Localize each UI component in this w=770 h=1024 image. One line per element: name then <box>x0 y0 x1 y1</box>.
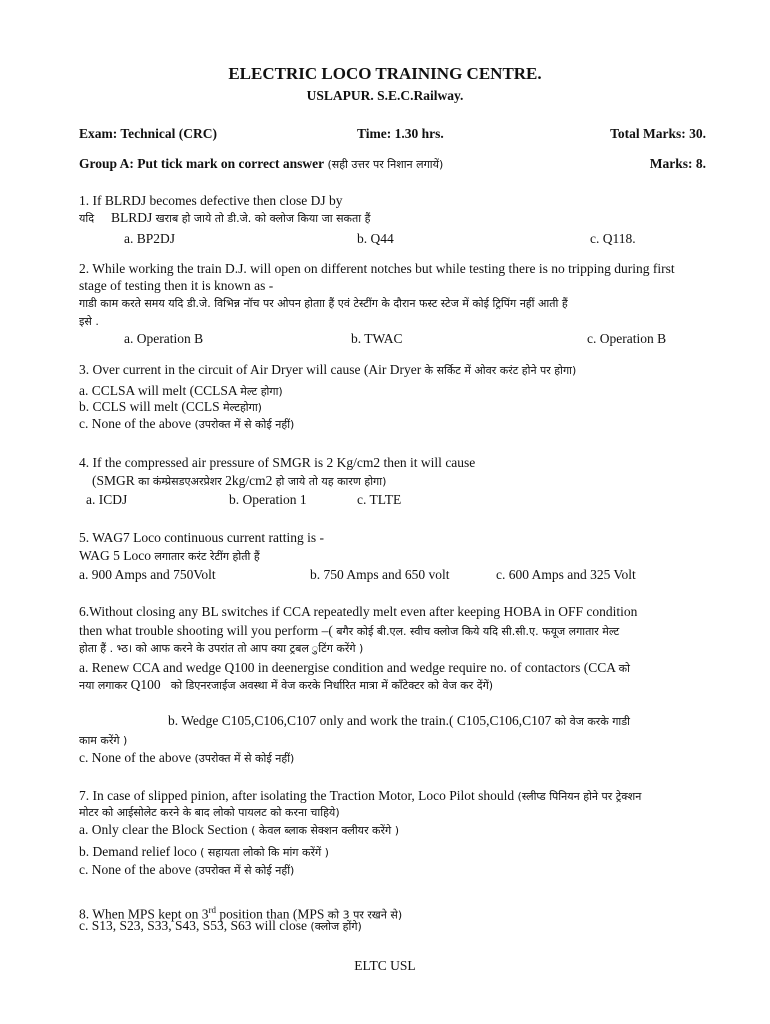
question-2-hindi-1: गाडी काम करते समय यदि डी.जे. विभिन्न नॉच पर ओपन होताा हैं एवं टेस्टींग के दौरान फस्ट स्टेज में कोई ट्रिपिंग नहीं आती हैं <box>79 297 568 310</box>
question-7-option-a: a. Only clear the Block Section ( केवल ब्लाक सेक्शन क्लीयर करेंगे ) <box>79 822 399 837</box>
question-4-option-a: a. ICDJ <box>86 492 128 507</box>
document-subtitle: USLAPUR. S.E.C.Railway. <box>306 88 464 103</box>
exam-label: Exam: Technical (CRC) <box>79 126 217 141</box>
group-marks-label: Marks: 8. <box>649 156 706 171</box>
question-1-option-c: c. Q118. <box>590 231 636 246</box>
document-title: ELECTRIC LOCO TRAINING CENTRE. <box>228 64 542 83</box>
question-6-option-c: c. None of the above (उपरोक्त में से कोई नहीं) <box>79 750 295 765</box>
question-3-option-c: c. None of the above (उपरोक्त में से कोई नहीं) <box>79 416 295 431</box>
question-2-option-a: a. Operation B <box>124 331 204 346</box>
question-4-option-c: c. TLTE <box>357 492 402 507</box>
page-footer: ELTC USL <box>354 958 416 973</box>
question-3-option-b: b. CCLS will melt (CCLS मेल्टहोगा) <box>79 399 262 414</box>
question-4: 4. If the compressed air pressure of SMGR is 2 Kg/cm2 then it will cause <box>79 455 476 470</box>
question-3-option-a: a. CCLSA will melt (CCLSA मेल्ट होगा) <box>79 383 283 398</box>
question-7-option-c: c. None of the above (उपरोक्त में से कोई नहीं) <box>79 862 295 877</box>
group-label: Group A: Put tick mark on correct answer <box>79 156 325 171</box>
question-5-hindi: WAG 5 Loco लगातार करंट रेटींग होती हैं <box>79 548 260 563</box>
question-5-option-a: a. 900 Amps and 750Volt <box>79 567 216 582</box>
question-1-hindi: यदि BLRDJ खराब हो जाये तो डी.जे. को क्लोज किया जा सकता हैं <box>79 210 371 225</box>
question-7-hindi: मोटर को आईसोलेट करने के बाद लोको पायलट को करना चाहिये) <box>79 806 340 819</box>
question-2-line-1: 2. While working the train D.J. will open on different notches but while testing there is no tripping during first <box>79 261 675 276</box>
question-2-line-2: stage of testing then it is known as - <box>79 278 274 293</box>
question-8-option-c: c. S13, S23, S33, S43, S53, S63 will close (क्लोज होंगे) <box>79 918 362 933</box>
question-5-option-b: b. 750 Amps and 650 volt <box>310 567 450 582</box>
question-6-hindi-3: होता हैं . भ्ठ। को आफ करने के उपरांत तो आप क्या ट्रबल ुटिंग करेंगे ) <box>79 642 364 655</box>
question-6-option-a: a. Renew CCA and wedge Q100 in deenergise condition and wedge require no. of contactors (CCA को <box>79 660 630 675</box>
question-6-option-b: b. Wedge C105,C106,C107 only and work the train.( C105,C106,C107 को वेज करके गाडी <box>168 713 631 728</box>
question-3: 3. Over current in the circuit of Air Dryer will cause (Air Dryer के सर्किट में ओवर करंट होने पर होगा) <box>79 362 577 377</box>
question-7-option-b: b. Demand relief loco ( सहायता लोको कि मांग करेंगें ) <box>79 844 329 859</box>
question-5: 5. WAG7 Loco continuous current ratting is - <box>79 530 324 545</box>
question-2-option-b: b. TWAC <box>351 331 403 346</box>
question-2-hindi-2: इसे . <box>79 315 99 328</box>
question-1-option-b: b. Q44 <box>357 231 394 246</box>
question-6-line-2: then what trouble shooting will you perform –( बगैर कोई बी.एल. स्वीच क्लोज किये यदि सी.सी.ए. फयूज लगातार मेल्ट <box>79 623 620 638</box>
question-4-option-b: b. Operation 1 <box>229 492 307 507</box>
time-label: Time: 1.30 hrs. <box>357 126 444 141</box>
total-marks-label: Total Marks: 30. <box>610 126 706 141</box>
group-label-hindi: (सही उत्तर पर निशान लगायें) <box>327 158 444 171</box>
question-7: 7. In case of slipped pinion, after isolating the Traction Motor, Loco Pilot should (स्लीप्ड पिनियन होने पर ट्रेक्शन <box>79 788 642 803</box>
question-8: 8. When MPS kept on 3rd position than (MPS को 3 पर रखने से) <box>79 905 403 922</box>
group-heading <box>79 156 443 173</box>
question-2-option-c: c. Operation B <box>587 331 667 346</box>
question-6-line-1: 6.Without closing any BL switches if CCA repeatedly melt even after keeping HOBA in OFF condition <box>79 604 638 619</box>
question-6-option-b-hindi: काम करेंगे ) <box>79 734 128 747</box>
question-4-hindi: (SMGR का कंम्प्रेसडएअरप्रेशर 2kg/cm2 हो जाये तो यह कारण होगा) <box>92 473 387 488</box>
question-5-option-c: c. 600 Amps and 325 Volt <box>496 567 636 582</box>
question-6-option-a-hindi: नया लगाकर Q100 को डिएनरजाईज अवस्था में वेज करके निर्धारित मात्रा में कॉंटेक्टर को वेज कर देंगें) <box>79 677 494 692</box>
question-1-option-a: a. BP2DJ <box>124 231 176 246</box>
question-1: 1. If BLRDJ becomes defective then close DJ by <box>79 193 343 208</box>
